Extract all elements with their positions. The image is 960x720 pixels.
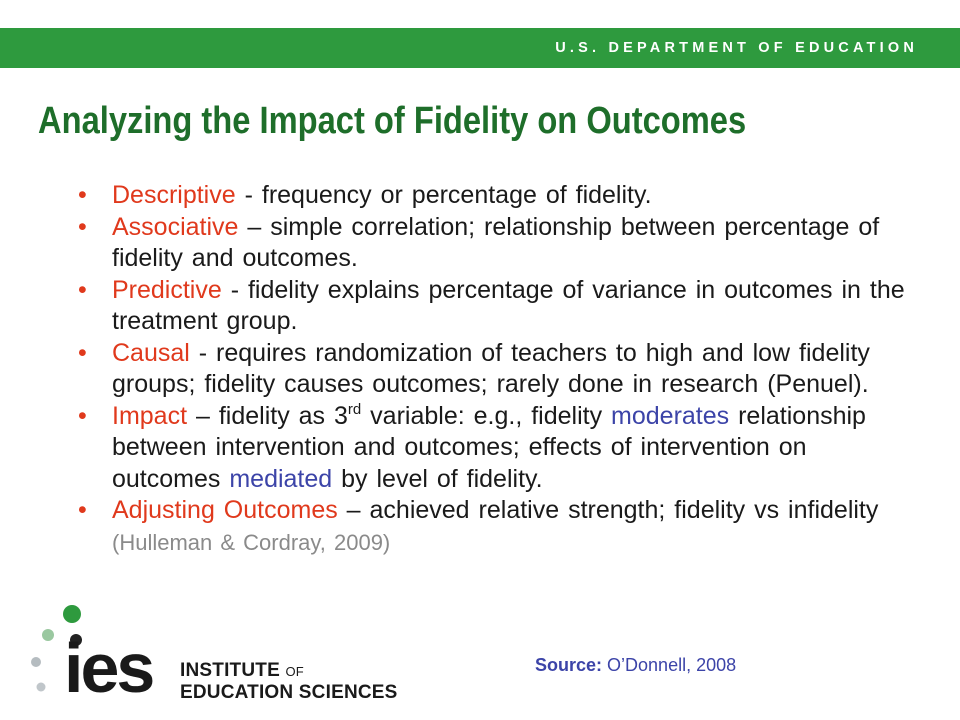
bullet-term: Predictive	[112, 275, 222, 304]
institute-line1: INSTITUTE	[180, 660, 280, 681]
bullet-item-causal	[78, 338, 918, 401]
bullet-term: Descriptive	[112, 181, 236, 209]
superscript: rd	[347, 400, 362, 418]
bullet-text: relationship between intervention and outcomes; effects of intervention on outcomes	[112, 401, 866, 493]
bullet-item-impact	[78, 401, 918, 496]
bullet-text: – simple correlation; relationship between percentage of fidelity and outcomes.	[112, 212, 880, 272]
bullet-item-predictive	[78, 275, 918, 338]
bullet-icon: •	[78, 275, 87, 304]
source-note	[535, 655, 736, 676]
department-name: U.S. DEPARTMENT OF EDUCATION	[555, 40, 918, 56]
keyword-mediated: mediated	[229, 464, 333, 493]
bullet-list	[78, 180, 918, 558]
logo-dot	[42, 629, 54, 641]
bullet-term: Impact	[112, 401, 188, 430]
bullet-term: Associative	[112, 212, 239, 241]
bullet-item-descriptive	[78, 180, 918, 212]
source-text: O’Donnell, 2008	[602, 655, 737, 675]
bullet-text: by level of fidelity.	[332, 464, 543, 493]
bullet-icon: •	[78, 338, 87, 367]
bullet-text: – achieved relative strength; fidelity vs infidelity	[337, 496, 879, 524]
bullet-item-adjusting-outcomes	[78, 495, 918, 558]
source-label: Source:	[535, 655, 603, 675]
institute-of: OF	[285, 664, 304, 679]
keyword-moderates: moderates	[611, 401, 730, 430]
bullet-icon: •	[78, 496, 87, 524]
bullet-icon: •	[78, 181, 87, 209]
bullet-text: - fidelity explains percentage of variance in outcomes in the treatment group.	[112, 275, 905, 335]
bullet-text: - requires randomization of teachers to high and low fidelity groups; fidelity causes outcomes; rarely done in research (Penuel).	[112, 338, 870, 398]
header-bar	[0, 28, 960, 68]
bullet-text: – fidelity as 3	[187, 401, 348, 430]
logo-dot	[37, 683, 46, 692]
bullet-term: Causal	[112, 338, 190, 367]
logo-dot	[63, 605, 81, 623]
institute-name	[180, 660, 398, 703]
citation: (Hulleman & Cordray, 2009)	[112, 529, 391, 555]
bullet-text: variable: e.g., fidelity	[361, 401, 612, 430]
bullet-text: - frequency or percentage of fidelity.	[235, 181, 652, 209]
institute-line2: EDUCATION SCIENCES	[180, 682, 398, 703]
bullet-item-associative	[78, 212, 918, 275]
logo-dot	[31, 657, 41, 667]
bullet-icon: •	[78, 401, 87, 430]
slide-title: Analyzing the Impact of Fidelity on Outcomes	[38, 100, 747, 142]
bullet-term: Adjusting Outcomes	[112, 496, 338, 524]
bullet-icon: •	[78, 212, 87, 241]
logo-letters: ies	[64, 629, 153, 700]
